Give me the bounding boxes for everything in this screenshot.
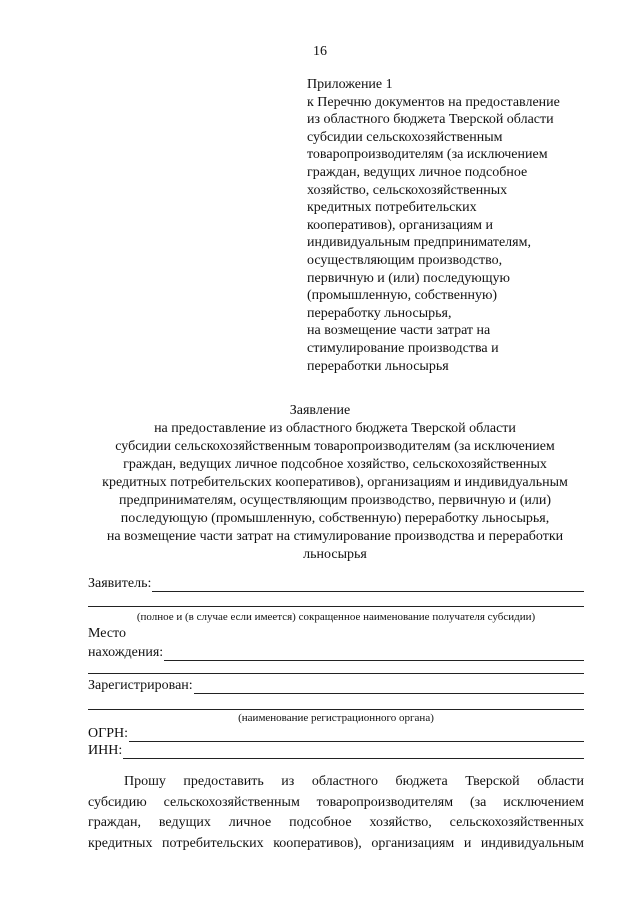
paragraph-line: кредитных потребительских кооперативов), организациям и индивидуальным	[88, 835, 584, 851]
registered-input-line-2[interactable]	[88, 709, 584, 710]
appendix-line: на возмещение части затрат на	[307, 323, 491, 339]
appendix-line: к Перечню документов на предоставление	[307, 94, 560, 110]
location-input-line-2[interactable]	[88, 673, 584, 674]
location-input-line[interactable]	[164, 649, 584, 661]
applicant-field	[88, 576, 584, 592]
appendix-line: переработки льносырья	[307, 358, 449, 374]
statement-line: предпринимателям, осуществляющим производство, первичную и (или)	[118, 493, 552, 508]
statement-line: кредитных потребительских кооперативов), организациям и индивидуальным	[102, 475, 568, 490]
appendix-line: кооперативов), организациям и	[307, 217, 494, 233]
inn-input-line[interactable]	[123, 747, 584, 759]
appendix-line: субсидии сельскохозяйственным	[307, 129, 503, 145]
inn-label: ИНН:	[88, 743, 123, 758]
location-field	[88, 645, 584, 661]
appendix-line: переработку льносырья,	[307, 305, 452, 321]
statement-line: субсидии сельскохозяйственным товаропроизводителям (за исключением	[115, 439, 555, 454]
page-number: 16	[313, 44, 327, 59]
appendix-line: (промышленную, собственную)	[307, 288, 498, 304]
applicant-label: Заявитель:	[88, 576, 152, 591]
paragraph-line: субсидию сельскохозяйственным товаропроизводителям (за исключением	[88, 794, 584, 810]
request-paragraph	[88, 772, 584, 854]
appendix-header	[307, 76, 617, 375]
statement-line: на предоставление из областного бюджета Тверской области	[154, 421, 516, 436]
registered-field	[88, 678, 584, 694]
paragraph-line: граждан, ведущих личное подсобное хозяйство, сельскохозяйственных	[88, 815, 584, 830]
appendix-line: индивидуальным предпринимателям,	[307, 235, 531, 251]
statement-subject	[70, 420, 600, 564]
appendix-line: хозяйство, сельскохозяйственных	[307, 182, 508, 198]
ogrn-field	[88, 726, 584, 742]
applicant-caption: (полное и (в случае если имеется) сокращенное наименование получателя субсидии)	[136, 611, 536, 623]
registered-label: Зарегистрирован:	[88, 678, 193, 693]
paragraph-line: Прошу предоставить из областного бюджета Тверской области	[124, 774, 584, 789]
statement-line: граждан, ведущих личное подсобное хозяйство, сельскохозяйственных	[123, 457, 547, 472]
appendix-line: из областного бюджета Тверской области	[307, 112, 554, 128]
appendix-line: кредитных потребительских	[307, 200, 477, 216]
appendix-line: товаропроизводителям (за исключением	[307, 147, 548, 163]
appendix-line: стимулирование производства и	[307, 340, 499, 356]
ogrn-label: ОГРН:	[88, 726, 128, 741]
applicant-input-line-2[interactable]	[88, 606, 584, 607]
registered-input-line[interactable]	[194, 682, 584, 694]
location-label-2: нахождения:	[88, 645, 164, 660]
location-label: Место	[88, 626, 126, 641]
appendix-line: осуществляющим производство,	[307, 252, 503, 268]
statement-line: последующую (промышленную, собственную) переработку льносырья,	[120, 511, 550, 526]
inn-field	[88, 743, 584, 759]
registered-caption: (наименование регистрационного органа)	[238, 712, 434, 724]
statement-line: льносырья	[303, 547, 367, 562]
appendix-line: Приложение 1	[307, 77, 393, 92]
statement-title: Заявление	[289, 403, 351, 418]
appendix-line: граждан, ведущих личное подсобное	[307, 164, 528, 180]
applicant-input-line[interactable]	[152, 580, 584, 592]
ogrn-input-line[interactable]	[129, 730, 584, 742]
statement-line: на возмещение части затрат на стимулирование производства и переработки	[106, 529, 564, 544]
appendix-line: первичную и (или) последующую	[307, 270, 510, 286]
